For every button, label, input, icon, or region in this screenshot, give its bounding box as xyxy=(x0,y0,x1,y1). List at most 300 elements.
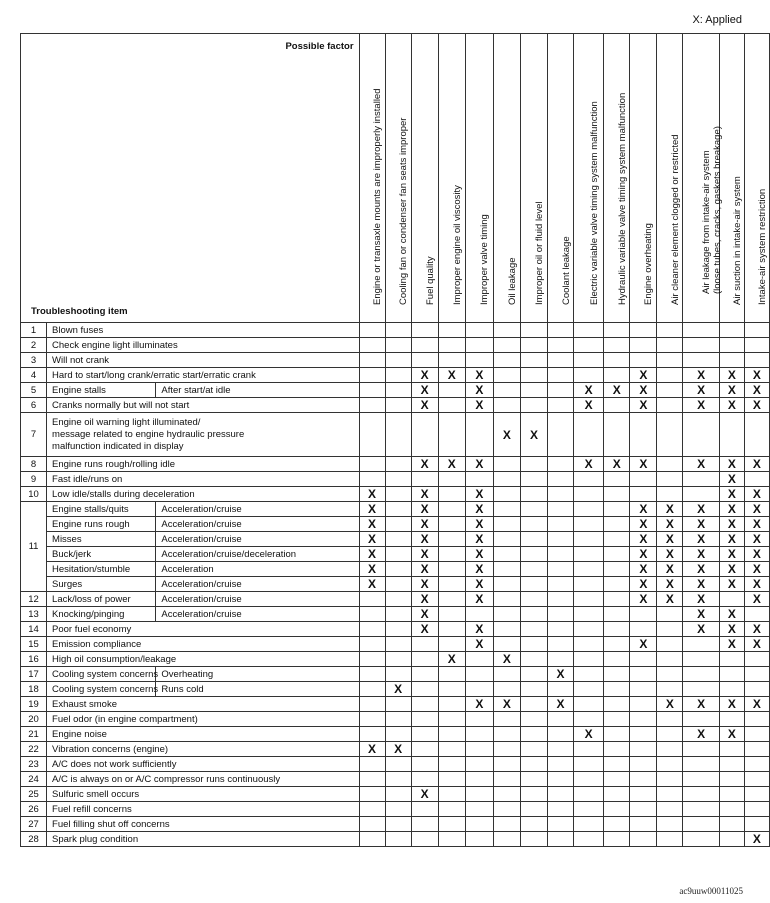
factor-cell xyxy=(385,772,411,787)
factor-cell xyxy=(683,517,719,532)
factor-cell xyxy=(465,472,493,487)
row-number: 25 xyxy=(21,787,47,802)
factor-cell xyxy=(385,712,411,727)
factor-cell xyxy=(574,817,604,832)
factor-cell xyxy=(744,637,769,652)
factor-cell xyxy=(744,353,769,368)
row-item: Engine noise xyxy=(47,727,360,742)
factor-cell xyxy=(630,757,657,772)
factor-cell xyxy=(574,772,604,787)
factor-cell xyxy=(548,457,574,472)
factor-cell xyxy=(465,607,493,622)
factor-cell xyxy=(520,757,547,772)
applied-mark: X xyxy=(639,368,648,382)
table-row xyxy=(21,472,770,487)
factor-cell xyxy=(465,817,493,832)
factor-cell xyxy=(438,487,465,502)
factor-header xyxy=(359,34,385,323)
factor-cell xyxy=(744,697,769,712)
factor-cell xyxy=(604,622,630,637)
factor-cell xyxy=(683,562,719,577)
applied-mark: X xyxy=(502,427,511,442)
factor-cell xyxy=(574,832,604,847)
factor-cell xyxy=(385,787,411,802)
factor-cell xyxy=(493,353,520,368)
factor-cell xyxy=(493,592,520,607)
factor-cell xyxy=(719,487,744,502)
factor-cell xyxy=(657,562,683,577)
factor-cell xyxy=(719,682,744,697)
factor-cell xyxy=(683,398,719,413)
factor-cell xyxy=(465,742,493,757)
factor-cell xyxy=(359,323,385,338)
factor-cell xyxy=(493,323,520,338)
table-row xyxy=(21,592,770,607)
factor-cell xyxy=(630,457,657,472)
row-item: Surges xyxy=(47,577,156,592)
applied-mark: X xyxy=(752,577,761,591)
factor-cell xyxy=(548,338,574,353)
factor-cell xyxy=(520,517,547,532)
factor-cell xyxy=(744,682,769,697)
factor-cell xyxy=(630,667,657,682)
factor-cell xyxy=(574,742,604,757)
applied-mark: X xyxy=(475,562,484,576)
factor-cell xyxy=(574,652,604,667)
factor-cell xyxy=(744,787,769,802)
factor-cell xyxy=(630,727,657,742)
factor-cell xyxy=(359,652,385,667)
factor-cell xyxy=(744,457,769,472)
factor-cell xyxy=(630,697,657,712)
factor-cell xyxy=(438,517,465,532)
row-item: Hard to start/long crank/erratic start/erratic crank xyxy=(47,368,360,383)
applied-mark: X xyxy=(727,637,736,651)
factor-cell xyxy=(630,802,657,817)
applied-mark: X xyxy=(697,622,706,636)
factor-cell xyxy=(604,353,630,368)
factor-cell xyxy=(548,622,574,637)
applied-mark: X xyxy=(752,622,761,636)
factor-cell xyxy=(574,682,604,697)
factor-cell xyxy=(465,802,493,817)
factor-cell xyxy=(359,742,385,757)
factor-cell xyxy=(683,832,719,847)
factor-cell xyxy=(438,832,465,847)
factor-cell xyxy=(630,652,657,667)
table-row xyxy=(21,487,770,502)
factor-cell xyxy=(574,353,604,368)
applied-mark: X xyxy=(475,517,484,531)
factor-cell xyxy=(465,532,493,547)
factor-cell xyxy=(493,562,520,577)
factor-cell xyxy=(683,383,719,398)
factor-cell xyxy=(465,667,493,682)
row-number: 2 xyxy=(21,338,47,353)
factor-cell xyxy=(719,697,744,712)
table-row xyxy=(21,667,770,682)
factor-cell xyxy=(719,472,744,487)
factor-cell xyxy=(657,323,683,338)
factor-cell xyxy=(548,577,574,592)
factor-cell xyxy=(438,547,465,562)
row-condition: Overheating xyxy=(156,667,359,682)
factor-cell xyxy=(574,517,604,532)
factor-cell xyxy=(630,502,657,517)
factor-cell xyxy=(719,323,744,338)
row-condition: Acceleration/cruise xyxy=(156,592,359,607)
factor-cell xyxy=(493,472,520,487)
header-corner xyxy=(21,34,360,323)
factor-cell xyxy=(520,577,547,592)
header-row xyxy=(21,34,770,323)
factor-cell xyxy=(385,817,411,832)
applied-mark: X xyxy=(475,577,484,591)
factor-cell xyxy=(630,517,657,532)
factor-cell xyxy=(385,547,411,562)
factor-cell xyxy=(574,592,604,607)
row-item: Sulfuric smell occurs xyxy=(47,787,360,802)
factor-cell xyxy=(359,577,385,592)
factor-cell xyxy=(744,383,769,398)
factor-cell xyxy=(411,487,438,502)
applied-mark: X xyxy=(727,472,736,486)
row-number: 7 xyxy=(21,413,47,457)
applied-mark: X xyxy=(752,832,761,846)
factor-cell xyxy=(630,562,657,577)
applied-mark: X xyxy=(727,727,736,741)
factor-cell xyxy=(574,757,604,772)
factor-header xyxy=(683,34,724,323)
factor-cell xyxy=(719,502,744,517)
factor-cell xyxy=(744,607,769,622)
factor-header xyxy=(630,34,657,323)
row-item: Misses xyxy=(47,532,156,547)
row-number: 16 xyxy=(21,652,47,667)
factor-label: (loose tubes, cracks, gaskets breakage) xyxy=(712,126,724,294)
factor-cell xyxy=(385,667,411,682)
row-number: 26 xyxy=(21,802,47,817)
factor-cell xyxy=(657,817,683,832)
applied-mark: X xyxy=(556,697,565,711)
applied-mark: X xyxy=(727,532,736,546)
factor-cell xyxy=(465,787,493,802)
factor-cell xyxy=(657,383,683,398)
applied-mark: X xyxy=(420,607,429,621)
applied-mark: X xyxy=(368,742,377,756)
factor-cell xyxy=(411,368,438,383)
factor-header xyxy=(438,34,465,323)
factor-cell xyxy=(604,338,630,353)
factor-cell xyxy=(520,413,547,457)
applied-mark: X xyxy=(368,547,377,561)
applied-mark: X xyxy=(697,577,706,591)
factor-cell xyxy=(411,787,438,802)
factor-cell xyxy=(719,398,744,413)
applied-mark: X xyxy=(475,398,484,412)
applied-mark: X xyxy=(639,562,648,576)
factor-cell xyxy=(574,323,604,338)
factor-cell xyxy=(520,457,547,472)
factor-cell xyxy=(411,742,438,757)
applied-mark: X xyxy=(639,383,648,397)
factor-cell xyxy=(683,802,719,817)
row-item: Engine oil warning light illuminated/ message related to engine hydraulic pressure malfunction indicated in display xyxy=(47,413,360,457)
factor-cell xyxy=(657,652,683,667)
factor-cell xyxy=(465,757,493,772)
factor-cell xyxy=(744,487,769,502)
row-item: High oil consumption/leakage xyxy=(47,652,360,667)
factor-cell xyxy=(630,413,657,457)
factor-cell xyxy=(465,338,493,353)
factor-cell xyxy=(385,383,411,398)
factor-cell xyxy=(719,562,744,577)
factor-cell xyxy=(574,637,604,652)
applied-mark: X xyxy=(475,697,484,711)
factor-cell xyxy=(411,502,438,517)
factor-cell xyxy=(359,667,385,682)
factor-cell xyxy=(385,742,411,757)
factor-cell xyxy=(520,802,547,817)
factor-cell xyxy=(438,607,465,622)
applied-mark: X xyxy=(530,427,539,442)
factor-header xyxy=(548,34,574,323)
factor-header xyxy=(744,34,769,323)
applied-mark: X xyxy=(727,622,736,636)
factor-cell xyxy=(574,502,604,517)
applied-mark: X xyxy=(727,398,736,412)
applied-mark: X xyxy=(727,517,736,531)
factor-cell xyxy=(359,607,385,622)
factor-cell xyxy=(465,727,493,742)
applied-mark: X xyxy=(447,457,456,471)
applied-mark: X xyxy=(752,368,761,382)
factor-cell xyxy=(744,772,769,787)
row-number: 14 xyxy=(21,622,47,637)
applied-mark: X xyxy=(752,383,761,397)
factor-cell xyxy=(683,577,719,592)
factor-cell xyxy=(630,383,657,398)
factor-cell xyxy=(359,682,385,697)
factor-cell xyxy=(385,592,411,607)
applied-mark: X xyxy=(420,622,429,636)
row-number: 3 xyxy=(21,353,47,368)
factor-cell xyxy=(630,712,657,727)
applied-mark: X xyxy=(697,398,706,412)
factor-cell xyxy=(465,592,493,607)
factor-cell xyxy=(657,637,683,652)
factor-cell xyxy=(719,622,744,637)
factor-cell xyxy=(359,727,385,742)
factor-cell xyxy=(657,757,683,772)
factor-cell xyxy=(744,802,769,817)
table-row xyxy=(21,757,770,772)
factor-label: Improper engine oil viscosity xyxy=(451,185,463,305)
applied-mark: X xyxy=(697,383,706,397)
applied-mark: X xyxy=(612,383,621,397)
factor-cell xyxy=(657,832,683,847)
row-number: 13 xyxy=(21,607,47,622)
factor-cell xyxy=(438,682,465,697)
factor-cell xyxy=(465,502,493,517)
factor-cell xyxy=(630,472,657,487)
factor-cell xyxy=(719,353,744,368)
applied-mark: X xyxy=(420,368,429,382)
factor-cell xyxy=(465,637,493,652)
factor-cell xyxy=(493,368,520,383)
row-item: Engine stalls xyxy=(47,383,156,398)
factor-cell xyxy=(520,622,547,637)
factor-cell xyxy=(604,667,630,682)
factor-cell xyxy=(604,592,630,607)
factor-cell xyxy=(520,682,547,697)
row-condition: Acceleration xyxy=(156,562,359,577)
factor-cell xyxy=(465,562,493,577)
factor-cell xyxy=(630,742,657,757)
applied-mark: X xyxy=(447,652,456,666)
factor-cell xyxy=(604,502,630,517)
row-item: Poor fuel economy xyxy=(47,622,360,637)
factor-cell xyxy=(604,802,630,817)
applied-mark: X xyxy=(697,547,706,561)
factor-cell xyxy=(657,787,683,802)
factor-cell xyxy=(574,472,604,487)
factor-cell xyxy=(683,607,719,622)
factor-cell xyxy=(548,637,574,652)
row-item: A/C is always on or A/C compressor runs continuously xyxy=(47,772,360,787)
applied-mark: X xyxy=(612,457,621,471)
factor-cell xyxy=(438,368,465,383)
factor-cell xyxy=(438,592,465,607)
factor-cell xyxy=(683,757,719,772)
row-item: Exhaust smoke xyxy=(47,697,360,712)
factor-cell xyxy=(657,742,683,757)
applied-mark: X xyxy=(752,637,761,651)
applied-mark: X xyxy=(697,368,706,382)
factor-cell xyxy=(719,817,744,832)
applied-mark: X xyxy=(639,592,648,606)
table-row xyxy=(21,353,770,368)
factor-cell xyxy=(465,652,493,667)
factor-cell xyxy=(385,338,411,353)
row-number: 22 xyxy=(21,742,47,757)
factor-cell xyxy=(359,712,385,727)
factor-cell xyxy=(411,607,438,622)
factor-cell xyxy=(411,323,438,338)
applied-mark: X xyxy=(420,592,429,606)
factor-cell xyxy=(359,517,385,532)
factor-cell xyxy=(520,742,547,757)
table-row xyxy=(21,727,770,742)
factor-cell xyxy=(359,487,385,502)
applied-mark: X xyxy=(368,532,377,546)
applied-mark: X xyxy=(697,532,706,546)
factor-cell xyxy=(411,398,438,413)
factor-cell xyxy=(385,562,411,577)
applied-mark: X xyxy=(639,577,648,591)
factor-cell xyxy=(657,517,683,532)
table-row xyxy=(21,577,770,592)
row-item: Vibration concerns (engine) xyxy=(47,742,360,757)
row-number: 23 xyxy=(21,757,47,772)
applied-mark: X xyxy=(420,562,429,576)
row-number: 5 xyxy=(21,383,47,398)
factor-cell xyxy=(683,772,719,787)
factor-cell xyxy=(493,772,520,787)
factor-cell xyxy=(604,817,630,832)
row-number: 27 xyxy=(21,817,47,832)
row-number: 19 xyxy=(21,697,47,712)
legend-applied: X: Applied xyxy=(692,14,742,26)
factor-cell xyxy=(657,622,683,637)
factor-cell xyxy=(520,697,547,712)
factor-cell xyxy=(683,622,719,637)
factor-cell xyxy=(411,652,438,667)
applied-mark: X xyxy=(697,592,706,606)
factor-cell xyxy=(359,398,385,413)
factor-cell xyxy=(744,338,769,353)
factor-cell xyxy=(657,772,683,787)
factor-cell xyxy=(604,323,630,338)
factor-cell xyxy=(683,368,719,383)
factor-cell xyxy=(744,712,769,727)
factor-cell xyxy=(359,622,385,637)
table-row xyxy=(21,742,770,757)
factor-cell xyxy=(630,682,657,697)
factor-cell xyxy=(548,607,574,622)
row-item: Engine stalls/quits xyxy=(47,502,156,517)
factor-cell xyxy=(385,622,411,637)
factor-header xyxy=(465,34,493,323)
factor-cell xyxy=(438,757,465,772)
factor-cell xyxy=(385,368,411,383)
applied-mark: X xyxy=(394,682,403,696)
row-item: Emission compliance xyxy=(47,637,360,652)
factor-cell xyxy=(385,323,411,338)
factor-cell xyxy=(604,772,630,787)
factor-cell xyxy=(359,832,385,847)
row-number: 21 xyxy=(21,727,47,742)
factor-cell xyxy=(385,502,411,517)
factor-cell xyxy=(411,472,438,487)
factor-cell xyxy=(604,652,630,667)
factor-cell xyxy=(744,652,769,667)
factor-header xyxy=(385,34,411,323)
factor-cell xyxy=(630,338,657,353)
applied-mark: X xyxy=(697,517,706,531)
factor-cell xyxy=(683,547,719,562)
factor-cell xyxy=(493,457,520,472)
row-item: Fuel filling shut off concerns xyxy=(47,817,360,832)
factor-cell xyxy=(604,712,630,727)
factor-cell xyxy=(493,487,520,502)
factor-cell xyxy=(630,592,657,607)
factor-cell xyxy=(574,667,604,682)
factor-cell xyxy=(385,727,411,742)
factor-cell xyxy=(548,592,574,607)
factor-cell xyxy=(493,547,520,562)
factor-cell xyxy=(493,652,520,667)
factor-cell xyxy=(438,577,465,592)
table-row xyxy=(21,787,770,802)
factor-cell xyxy=(719,712,744,727)
factor-label: Engine or transaxle mounts are improperly installed xyxy=(372,88,384,305)
factor-cell xyxy=(657,727,683,742)
row-number: 8 xyxy=(21,457,47,472)
factor-cell xyxy=(465,832,493,847)
factor-cell xyxy=(604,757,630,772)
factor-cell xyxy=(385,802,411,817)
